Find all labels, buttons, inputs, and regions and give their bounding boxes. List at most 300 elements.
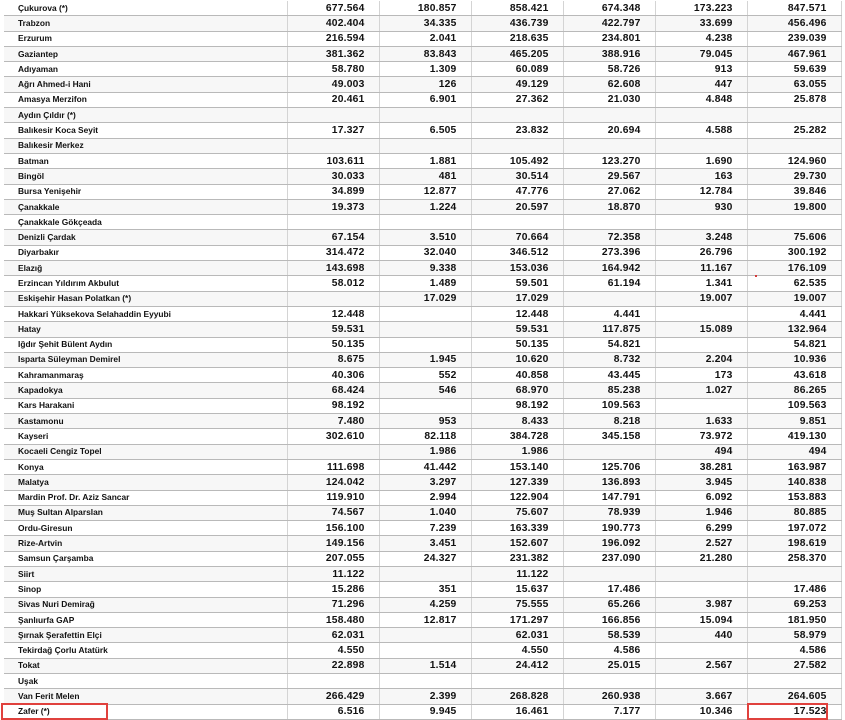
- value-cell: 62.031: [471, 628, 563, 643]
- value-cell: [379, 322, 471, 337]
- value-cell: 12.877: [379, 184, 471, 199]
- table-row: [4, 459, 841, 474]
- value-cell: 481: [379, 169, 471, 184]
- value-cell: [655, 306, 747, 321]
- value-cell: 25.878: [747, 92, 841, 107]
- value-cell: 447: [655, 77, 747, 92]
- value-cell: 122.904: [471, 490, 563, 505]
- value-cell: [471, 674, 563, 689]
- value-cell: 71.296: [287, 597, 379, 612]
- value-cell: [563, 291, 655, 306]
- value-cell: 465.205: [471, 46, 563, 61]
- value-cell: [287, 291, 379, 306]
- table-row: [4, 215, 841, 230]
- value-cell: 119.910: [287, 490, 379, 505]
- airport-name: Elazığ: [4, 261, 287, 276]
- airport-name: Erzincan Yıldırım Akbulut: [4, 276, 287, 291]
- value-cell: 19.373: [287, 199, 379, 214]
- value-cell: 19.007: [747, 291, 841, 306]
- value-cell: 98.192: [471, 398, 563, 413]
- value-cell: 15.637: [471, 582, 563, 597]
- value-cell: 60.089: [471, 62, 563, 77]
- value-cell: 15.094: [655, 612, 747, 627]
- value-cell: 7.480: [287, 414, 379, 429]
- airport-name: Kastamonu: [4, 414, 287, 429]
- value-cell: [563, 566, 655, 581]
- value-cell: 1.690: [655, 153, 747, 168]
- value-cell: [379, 643, 471, 658]
- table-row: [4, 184, 841, 199]
- value-cell: 930: [655, 199, 747, 214]
- value-cell: [379, 306, 471, 321]
- value-cell: [379, 674, 471, 689]
- value-cell: 436.739: [471, 16, 563, 31]
- value-cell: 4.586: [563, 643, 655, 658]
- airport-name: Van Ferit Melen: [4, 689, 287, 704]
- value-cell: 38.281: [655, 459, 747, 474]
- airport-name: Kapadokya: [4, 383, 287, 398]
- value-cell: 552: [379, 368, 471, 383]
- value-cell: 21.280: [655, 551, 747, 566]
- value-cell: 440: [655, 628, 747, 643]
- value-cell: 43.445: [563, 368, 655, 383]
- value-cell: 158.480: [287, 612, 379, 627]
- value-cell: 10.346: [655, 704, 747, 719]
- value-cell: 302.610: [287, 429, 379, 444]
- value-cell: 136.893: [563, 475, 655, 490]
- value-cell: 1.224: [379, 199, 471, 214]
- airport-name: Siirt: [4, 566, 287, 581]
- value-cell: 26.796: [655, 245, 747, 260]
- airport-name: Çanakkale: [4, 199, 287, 214]
- value-cell: 300.192: [747, 245, 841, 260]
- value-cell: 7.177: [563, 704, 655, 719]
- value-cell: 156.100: [287, 521, 379, 536]
- value-cell: [379, 215, 471, 230]
- table-row: [4, 658, 841, 673]
- value-cell: 124.960: [747, 153, 841, 168]
- airport-name: Sinop: [4, 582, 287, 597]
- value-cell: 11.122: [287, 566, 379, 581]
- value-cell: 58.979: [747, 628, 841, 643]
- value-cell: 27.062: [563, 184, 655, 199]
- table-row: [4, 566, 841, 581]
- value-cell: 153.140: [471, 459, 563, 474]
- value-cell: [655, 108, 747, 123]
- airport-name: Eskişehir Hasan Polatkan (*): [4, 291, 287, 306]
- value-cell: 4.441: [563, 306, 655, 321]
- value-cell: 27.582: [747, 658, 841, 673]
- value-cell: 75.555: [471, 597, 563, 612]
- value-cell: [471, 138, 563, 153]
- value-cell: 1.946: [655, 505, 747, 520]
- table-row: [4, 1, 841, 16]
- table-row: [4, 398, 841, 413]
- value-cell: 23.832: [471, 123, 563, 138]
- value-cell: 34.899: [287, 184, 379, 199]
- value-cell: 24.412: [471, 658, 563, 673]
- airport-name: Bingöl: [4, 169, 287, 184]
- value-cell: 109.563: [563, 398, 655, 413]
- value-cell: 109.563: [747, 398, 841, 413]
- value-cell: 1.489: [379, 276, 471, 291]
- table-row: [4, 153, 841, 168]
- value-cell: 33.699: [655, 16, 747, 31]
- value-cell: [655, 582, 747, 597]
- airport-name: Tokat: [4, 658, 287, 673]
- value-cell: 207.055: [287, 551, 379, 566]
- value-cell: [563, 215, 655, 230]
- value-cell: 6.901: [379, 92, 471, 107]
- table-row: [4, 597, 841, 612]
- value-cell: 74.567: [287, 505, 379, 520]
- table-row: [4, 704, 841, 719]
- table-row: [4, 414, 841, 429]
- table-row: [4, 536, 841, 551]
- table-row: [4, 276, 841, 291]
- table-row: [4, 444, 841, 459]
- value-cell: 125.706: [563, 459, 655, 474]
- value-cell: 381.362: [287, 46, 379, 61]
- value-cell: [379, 566, 471, 581]
- value-cell: 384.728: [471, 429, 563, 444]
- value-cell: 132.964: [747, 322, 841, 337]
- value-cell: 494: [747, 444, 841, 459]
- value-cell: 176.109: [747, 261, 841, 276]
- value-cell: 153.883: [747, 490, 841, 505]
- value-cell: 12.784: [655, 184, 747, 199]
- value-cell: 4.441: [747, 306, 841, 321]
- table-row: [4, 261, 841, 276]
- value-cell: 69.253: [747, 597, 841, 612]
- value-cell: 196.092: [563, 536, 655, 551]
- value-cell: 190.773: [563, 521, 655, 536]
- value-cell: 78.939: [563, 505, 655, 520]
- value-cell: [287, 215, 379, 230]
- value-cell: 73.972: [655, 429, 747, 444]
- value-cell: 149.156: [287, 536, 379, 551]
- value-cell: 6.092: [655, 490, 747, 505]
- value-cell: [747, 108, 841, 123]
- value-cell: 86.265: [747, 383, 841, 398]
- table-row: [4, 643, 841, 658]
- airport-name: Rize-Artvin: [4, 536, 287, 551]
- value-cell: 17.029: [379, 291, 471, 306]
- airport-name: Ağrı Ahmed-i Hani: [4, 77, 287, 92]
- value-cell: 117.875: [563, 322, 655, 337]
- value-cell: 59.531: [471, 322, 563, 337]
- airport-name: Iğdır Şehit Bülent Aydın: [4, 337, 287, 352]
- value-cell: 59.501: [471, 276, 563, 291]
- value-cell: 258.370: [747, 551, 841, 566]
- table-row: [4, 245, 841, 260]
- table-row: [4, 612, 841, 627]
- table-row: [4, 92, 841, 107]
- value-cell: [379, 138, 471, 153]
- value-cell: 4.588: [655, 123, 747, 138]
- airport-name: Batman: [4, 153, 287, 168]
- value-cell: 3.945: [655, 475, 747, 490]
- table-row: [4, 199, 841, 214]
- value-cell: 147.791: [563, 490, 655, 505]
- value-cell: 62.031: [287, 628, 379, 643]
- airport-name: Uşak: [4, 674, 287, 689]
- value-cell: 10.620: [471, 352, 563, 367]
- value-cell: [747, 215, 841, 230]
- value-cell: 152.607: [471, 536, 563, 551]
- value-cell: 27.362: [471, 92, 563, 107]
- value-cell: 12.817: [379, 612, 471, 627]
- value-cell: 4.550: [287, 643, 379, 658]
- airport-name: Çanakkale Gökçeada: [4, 215, 287, 230]
- value-cell: 1.881: [379, 153, 471, 168]
- value-cell: 20.461: [287, 92, 379, 107]
- value-cell: 3.248: [655, 230, 747, 245]
- value-cell: 419.130: [747, 429, 841, 444]
- value-cell: 2.527: [655, 536, 747, 551]
- value-cell: 15.286: [287, 582, 379, 597]
- value-cell: 24.327: [379, 551, 471, 566]
- value-cell: 9.945: [379, 704, 471, 719]
- value-cell: 264.605: [747, 689, 841, 704]
- airport-name: Hatay: [4, 322, 287, 337]
- value-cell: [379, 337, 471, 352]
- highlight-zafer-name: [1, 703, 108, 720]
- value-cell: [747, 138, 841, 153]
- value-cell: 10.936: [747, 352, 841, 367]
- airport-name: Ordu-Giresun: [4, 521, 287, 536]
- value-cell: 17.523: [747, 704, 841, 719]
- table-row: [4, 169, 841, 184]
- value-cell: 674.348: [563, 1, 655, 16]
- airport-name: Kars Harakani: [4, 398, 287, 413]
- value-cell: 180.857: [379, 1, 471, 16]
- airport-name: Denizli Çardak: [4, 230, 287, 245]
- airport-name: Balıkesir Merkez: [4, 138, 287, 153]
- value-cell: 68.424: [287, 383, 379, 398]
- value-cell: 1.986: [471, 444, 563, 459]
- airport-name: Samsun Çarşamba: [4, 551, 287, 566]
- airport-name: Zafer (*): [4, 704, 287, 719]
- value-cell: 166.856: [563, 612, 655, 627]
- value-cell: [655, 674, 747, 689]
- table-row: [4, 475, 841, 490]
- value-cell: [655, 643, 747, 658]
- value-cell: 32.040: [379, 245, 471, 260]
- value-cell: [287, 674, 379, 689]
- value-cell: 3.987: [655, 597, 747, 612]
- table-row: [4, 230, 841, 245]
- value-cell: 19.800: [747, 199, 841, 214]
- table-row: [4, 108, 841, 123]
- value-cell: 345.158: [563, 429, 655, 444]
- airport-name: Malatya: [4, 475, 287, 490]
- airport-name: Trabzon: [4, 16, 287, 31]
- value-cell: 1.040: [379, 505, 471, 520]
- value-cell: 21.030: [563, 92, 655, 107]
- airport-name: Balıkesir Koca Seyit: [4, 123, 287, 138]
- value-cell: 59.531: [287, 322, 379, 337]
- table-row: [4, 46, 841, 61]
- value-cell: 62.535: [747, 276, 841, 291]
- value-cell: 7.239: [379, 521, 471, 536]
- value-cell: 198.619: [747, 536, 841, 551]
- value-cell: 422.797: [563, 16, 655, 31]
- value-cell: 6.516: [287, 704, 379, 719]
- value-cell: 388.916: [563, 46, 655, 61]
- value-cell: 216.594: [287, 31, 379, 46]
- value-cell: 12.448: [471, 306, 563, 321]
- value-cell: 181.950: [747, 612, 841, 627]
- value-cell: 41.442: [379, 459, 471, 474]
- airport-name: Muş Sultan Alparslan: [4, 505, 287, 520]
- value-cell: 171.297: [471, 612, 563, 627]
- value-cell: 1.341: [655, 276, 747, 291]
- value-cell: 239.039: [747, 31, 841, 46]
- table-row: [4, 383, 841, 398]
- value-cell: 20.597: [471, 199, 563, 214]
- value-cell: 70.664: [471, 230, 563, 245]
- value-cell: 273.396: [563, 245, 655, 260]
- value-cell: 4.550: [471, 643, 563, 658]
- value-cell: 346.512: [471, 245, 563, 260]
- value-cell: 268.828: [471, 689, 563, 704]
- value-cell: [655, 215, 747, 230]
- airport-name: Gaziantep: [4, 46, 287, 61]
- value-cell: [655, 337, 747, 352]
- table-row: [4, 551, 841, 566]
- value-cell: 3.667: [655, 689, 747, 704]
- value-cell: [287, 138, 379, 153]
- airport-name: Hakkari Yüksekova Selahaddin Eyyubi: [4, 306, 287, 321]
- value-cell: 11.122: [471, 566, 563, 581]
- value-cell: 80.885: [747, 505, 841, 520]
- value-cell: [379, 108, 471, 123]
- value-cell: 11.167: [655, 261, 747, 276]
- value-cell: [471, 215, 563, 230]
- airport-name: Çukurova (*): [4, 1, 287, 16]
- value-cell: 234.801: [563, 31, 655, 46]
- value-cell: 43.618: [747, 368, 841, 383]
- value-cell: 58.012: [287, 276, 379, 291]
- value-cell: 351: [379, 582, 471, 597]
- table-row: [4, 77, 841, 92]
- value-cell: 79.045: [655, 46, 747, 61]
- value-cell: 63.055: [747, 77, 841, 92]
- value-cell: 1.027: [655, 383, 747, 398]
- airport-name: Kocaeli Cengiz Topel: [4, 444, 287, 459]
- value-cell: 314.472: [287, 245, 379, 260]
- value-cell: 1.309: [379, 62, 471, 77]
- value-cell: 677.564: [287, 1, 379, 16]
- value-cell: 1.986: [379, 444, 471, 459]
- value-cell: 58.726: [563, 62, 655, 77]
- value-cell: 2.399: [379, 689, 471, 704]
- value-cell: 16.461: [471, 704, 563, 719]
- value-cell: 17.486: [563, 582, 655, 597]
- value-cell: 12.448: [287, 306, 379, 321]
- airport-name: Şırnak Şerafettin Elçi: [4, 628, 287, 643]
- table-row: [4, 337, 841, 352]
- value-cell: 1.633: [655, 414, 747, 429]
- value-cell: 17.029: [471, 291, 563, 306]
- airport-name: Diyarbakır: [4, 245, 287, 260]
- value-cell: 75.606: [747, 230, 841, 245]
- value-cell: [747, 566, 841, 581]
- table-row: [4, 674, 841, 689]
- value-cell: [563, 138, 655, 153]
- value-cell: 197.072: [747, 521, 841, 536]
- airport-name: Erzurum: [4, 31, 287, 46]
- value-cell: 237.090: [563, 551, 655, 566]
- value-cell: 4.238: [655, 31, 747, 46]
- value-cell: 953: [379, 414, 471, 429]
- value-cell: 67.154: [287, 230, 379, 245]
- value-cell: 17.327: [287, 123, 379, 138]
- value-cell: 111.698: [287, 459, 379, 474]
- value-cell: 18.870: [563, 199, 655, 214]
- value-cell: 85.238: [563, 383, 655, 398]
- table-row: [4, 352, 841, 367]
- value-cell: 65.266: [563, 597, 655, 612]
- value-cell: 260.938: [563, 689, 655, 704]
- value-cell: 58.780: [287, 62, 379, 77]
- airport-passenger-table: [4, 1, 842, 720]
- value-cell: 2.994: [379, 490, 471, 505]
- airport-name: Adıyaman: [4, 62, 287, 77]
- value-cell: 913: [655, 62, 747, 77]
- value-cell: [287, 108, 379, 123]
- table-row: [4, 628, 841, 643]
- value-cell: 164.942: [563, 261, 655, 276]
- value-cell: 49.129: [471, 77, 563, 92]
- value-cell: 54.821: [747, 337, 841, 352]
- value-cell: 402.404: [287, 16, 379, 31]
- value-cell: 30.514: [471, 169, 563, 184]
- value-cell: [655, 566, 747, 581]
- highlight-zafer-total: [747, 703, 828, 720]
- value-cell: 1.945: [379, 352, 471, 367]
- value-cell: 8.433: [471, 414, 563, 429]
- value-cell: 103.611: [287, 153, 379, 168]
- table-row: [4, 31, 841, 46]
- value-cell: 6.299: [655, 521, 747, 536]
- value-cell: [655, 138, 747, 153]
- value-cell: 3.510: [379, 230, 471, 245]
- airport-name: Kayseri: [4, 429, 287, 444]
- value-cell: [563, 674, 655, 689]
- value-cell: 72.358: [563, 230, 655, 245]
- table-row: [4, 138, 841, 153]
- value-cell: 19.007: [655, 291, 747, 306]
- value-cell: 105.492: [471, 153, 563, 168]
- value-cell: 15.089: [655, 322, 747, 337]
- value-cell: [563, 444, 655, 459]
- value-cell: 68.970: [471, 383, 563, 398]
- value-cell: 49.003: [287, 77, 379, 92]
- airport-name: Bursa Yenişehir: [4, 184, 287, 199]
- airport-name: Amasya Merzifon: [4, 92, 287, 107]
- value-cell: 30.033: [287, 169, 379, 184]
- value-cell: [379, 398, 471, 413]
- value-cell: 8.675: [287, 352, 379, 367]
- airport-name: Aydın Çıldır (*): [4, 108, 287, 123]
- value-cell: 29.730: [747, 169, 841, 184]
- value-cell: 20.694: [563, 123, 655, 138]
- table-row: [4, 123, 841, 138]
- table-row: [4, 322, 841, 337]
- value-cell: 9.851: [747, 414, 841, 429]
